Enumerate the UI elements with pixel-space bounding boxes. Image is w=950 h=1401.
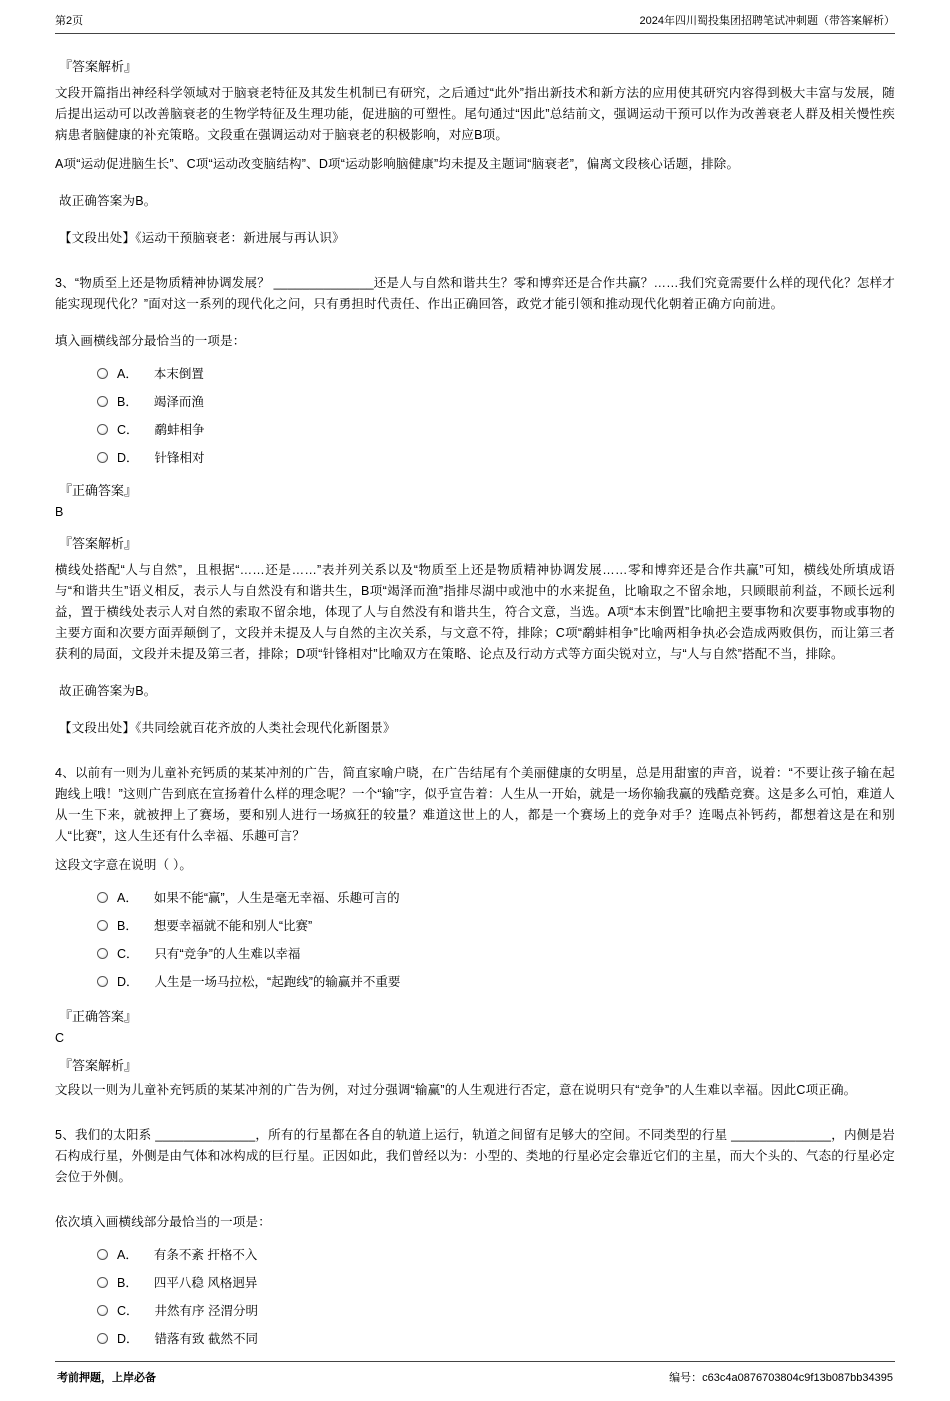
analysis-conclusion: 故正确答案为B。 <box>59 194 157 208</box>
option-letter: B． <box>117 1276 138 1290</box>
option-q5-b[interactable] <box>97 1273 895 1291</box>
page-number: 第2页 <box>55 15 84 27</box>
analysis-paragraph: 文段开篇指出神经科学领域对于脑衰老特征及其发生机制已有研究，之后通过“此外”指出新技术和新方法的应用使其研究内容得到极大丰富与发展，随后提出运动可以改善脑衰老的生物学特征及生理功能，促进脑的可塑性。尾句通过“因此”总结前文，强调运动干预可以作为改善衰老人群及相关慢性疾病患者脑健康的补充策略。文段重在强调运动对于脑衰老的积极影响，对应B项。 <box>55 86 895 142</box>
document-title: 2024年四川蜀投集团招聘笔试冲刺题（带答案解析） <box>639 15 895 27</box>
source-reference: 【文段出处】《运动干预脑衰老：新进展与再认识》 <box>59 231 345 245</box>
option-letter: A． <box>117 1248 138 1262</box>
option-q3-c[interactable] <box>97 420 895 438</box>
option-text: 只有“竞争”的人生难以幸福 <box>154 947 301 961</box>
option-text: 有条不紊 扞格不入 <box>153 1248 258 1262</box>
page-footer <box>55 1361 895 1387</box>
question-4-prompt: 这段文字意在说明（ ）。 <box>55 858 193 872</box>
option-letter: D． <box>117 1332 139 1346</box>
question-3-prompt: 填入画横线部分最恰当的一项是： <box>55 334 246 348</box>
page-header <box>55 10 895 34</box>
option-letter: B． <box>117 919 138 933</box>
correct-answer-heading: 『正确答案』 <box>59 483 138 498</box>
option-letter: A． <box>117 367 138 381</box>
analysis-conclusion: 故正确答案为B。 <box>59 684 157 698</box>
radio-icon[interactable] <box>97 1249 108 1260</box>
question-3-options <box>97 364 895 466</box>
question-5-options <box>97 1245 895 1347</box>
analysis-heading: 『答案解析』 <box>59 1058 138 1073</box>
analysis-paragraph: 文段以一则为儿童补充钙质的某某冲剂的广告为例，对过分强调“输赢”的人生观进行否定，意在说明只有“竞争”的人生难以幸福。因此C项正确。 <box>55 1083 857 1097</box>
option-letter: A． <box>117 891 138 905</box>
option-text: 本末倒置 <box>153 367 204 381</box>
question-4-stem: 4、以前有一则为儿童补充钙质的某某冲剂的广告，简直家喻户晓，在广告结尾有个美丽健康的女明星，总是用甜蜜的声音，说着：“不要让孩子输在起跑线上哦！”这则广告到底在宣扬着什么样的理念呢？一个“输”字，似乎宣告着：人生从一开始，就是一场你输我赢的残酷竞赛。这是多么可怕，难道人从一生下来，就被押上了赛场，要和别人进行一场疯狂的较量？难道这世上的人，都是一个赛场上的竞争对手？连喝点补钙药，都想着这是在和别人“比赛”，这人生还有什么幸福、乐趣可言？ <box>55 766 895 843</box>
question-5-stem: 5、我们的太阳系 ______________，所有的行星都在各自的轨道上运行，轨道之间留有足够大的空间。不同类型的行星 ______________，内侧是岩石构成行星，外侧是由气体和冰构成的巨行星。正因如此，我们曾经以为：小型的、类地的行星必定会靠近它们的主星，而大个头的、气态的行星必定会位于外侧。 <box>55 1128 895 1184</box>
question-4-options <box>97 888 895 990</box>
radio-icon[interactable] <box>97 976 108 987</box>
option-q4-a[interactable] <box>97 888 895 906</box>
radio-icon[interactable] <box>97 424 108 435</box>
option-q5-d[interactable] <box>97 1329 895 1347</box>
option-q4-c[interactable] <box>97 944 895 962</box>
analysis-paragraph: 横线处搭配“人与自然”，且根据“……还是……”表并列关系以及“物质至上还是物质精神协调发展……零和博弈还是合作共赢”可知，横线处所填成语与“和谐共生”语义相反，表示人与自然没有和谐共生，B项“竭泽而渔”指排尽湖中或池中的水来捉鱼，比喻取之不留余地，只顾眼前利益，不顾长远利益，置于横线处表示人对自然的索取不留余地，体现了人与自然没有和谐共生，符合文意，当选。A项“本末倒置”比喻把主要事物和次要事物或事物的主要方面和次要方面弄颠倒了，文段并未提及人与自然的主次关系，与文意不符，排除；C项“鹬蚌相争”比喻两相争执必会造成两败俱伤，而让第三者获利的局面，文段并未提及第三者，排除；D项“针锋相对”比喻双方在策略、论点及行动方式等方面尖锐对立，与“人与自然”搭配不当，排除。 <box>55 563 895 661</box>
footer-slogan: 考前押题，上岸必备 <box>57 1372 156 1384</box>
option-q5-a[interactable] <box>97 1245 895 1263</box>
source-reference: 【文段出处】《共同绘就百花齐放的人类社会现代化新图景》 <box>59 721 396 735</box>
option-text: 针锋相对 <box>154 451 205 465</box>
option-q3-a[interactable] <box>97 364 895 382</box>
option-text: 竭泽而渔 <box>153 395 204 409</box>
option-letter: D． <box>117 451 139 465</box>
option-letter: C． <box>117 947 139 961</box>
option-q5-c[interactable] <box>97 1301 895 1319</box>
option-text: 鹬蚌相争 <box>154 423 205 437</box>
option-q4-d[interactable] <box>97 972 895 990</box>
radio-icon[interactable] <box>97 452 108 463</box>
footer-document-id: 编号：c63c4a0876703804c9f13b087bb34395 <box>669 1372 893 1384</box>
option-letter: B． <box>117 395 138 409</box>
option-letter: D． <box>117 975 139 989</box>
page-content <box>55 34 895 1361</box>
analysis-heading: 『答案解析』 <box>59 59 138 74</box>
question-5-prompt: 依次填入画横线部分最恰当的一项是： <box>55 1215 271 1229</box>
option-q3-b[interactable] <box>97 392 895 410</box>
option-text: 四平八稳 风格迥异 <box>153 1276 258 1290</box>
radio-icon[interactable] <box>97 892 108 903</box>
radio-icon[interactable] <box>97 396 108 407</box>
correct-answer-value: B <box>55 505 64 519</box>
radio-icon[interactable] <box>97 1333 108 1344</box>
option-text: 错落有致 截然不同 <box>154 1332 259 1346</box>
option-q3-d[interactable] <box>97 448 895 466</box>
option-q4-b[interactable] <box>97 916 895 934</box>
radio-icon[interactable] <box>97 1277 108 1288</box>
option-letter: C． <box>117 1304 139 1318</box>
radio-icon[interactable] <box>97 1305 108 1316</box>
analysis-paragraph: A项“运动促进脑生长”、C项“运动改变脑结构”、D项“运动影响脑健康”均未提及主题词“脑衰老”，偏离文段核心话题，排除。 <box>55 157 740 171</box>
radio-icon[interactable] <box>97 920 108 931</box>
option-letter: C． <box>117 423 139 437</box>
correct-answer-heading: 『正确答案』 <box>59 1009 138 1024</box>
correct-answer-value: C <box>55 1031 65 1045</box>
option-text: 人生是一场马拉松，“起跑线”的输赢并不重要 <box>154 975 401 989</box>
radio-icon[interactable] <box>97 948 108 959</box>
question-3-stem: 3、“物质至上还是物质精神协调发展？ ______________还是人与自然和谐共生？零和博弈还是合作共赢？……我们究竟需要什么样的现代化？怎样才能实现现代化？”面对这一系列的现代化之问，只有勇担时代责任、作出正确回答，政党才能引领和推动现代化朝着正确方向前进。 <box>55 276 895 311</box>
analysis-heading: 『答案解析』 <box>59 536 138 551</box>
option-text: 井然有序 泾渭分明 <box>154 1304 259 1318</box>
option-text: 想要幸福就不能和别人“比赛” <box>153 919 313 933</box>
radio-icon[interactable] <box>97 368 108 379</box>
option-text: 如果不能“赢”，人生是毫无幸福、乐趣可言的 <box>153 891 400 905</box>
